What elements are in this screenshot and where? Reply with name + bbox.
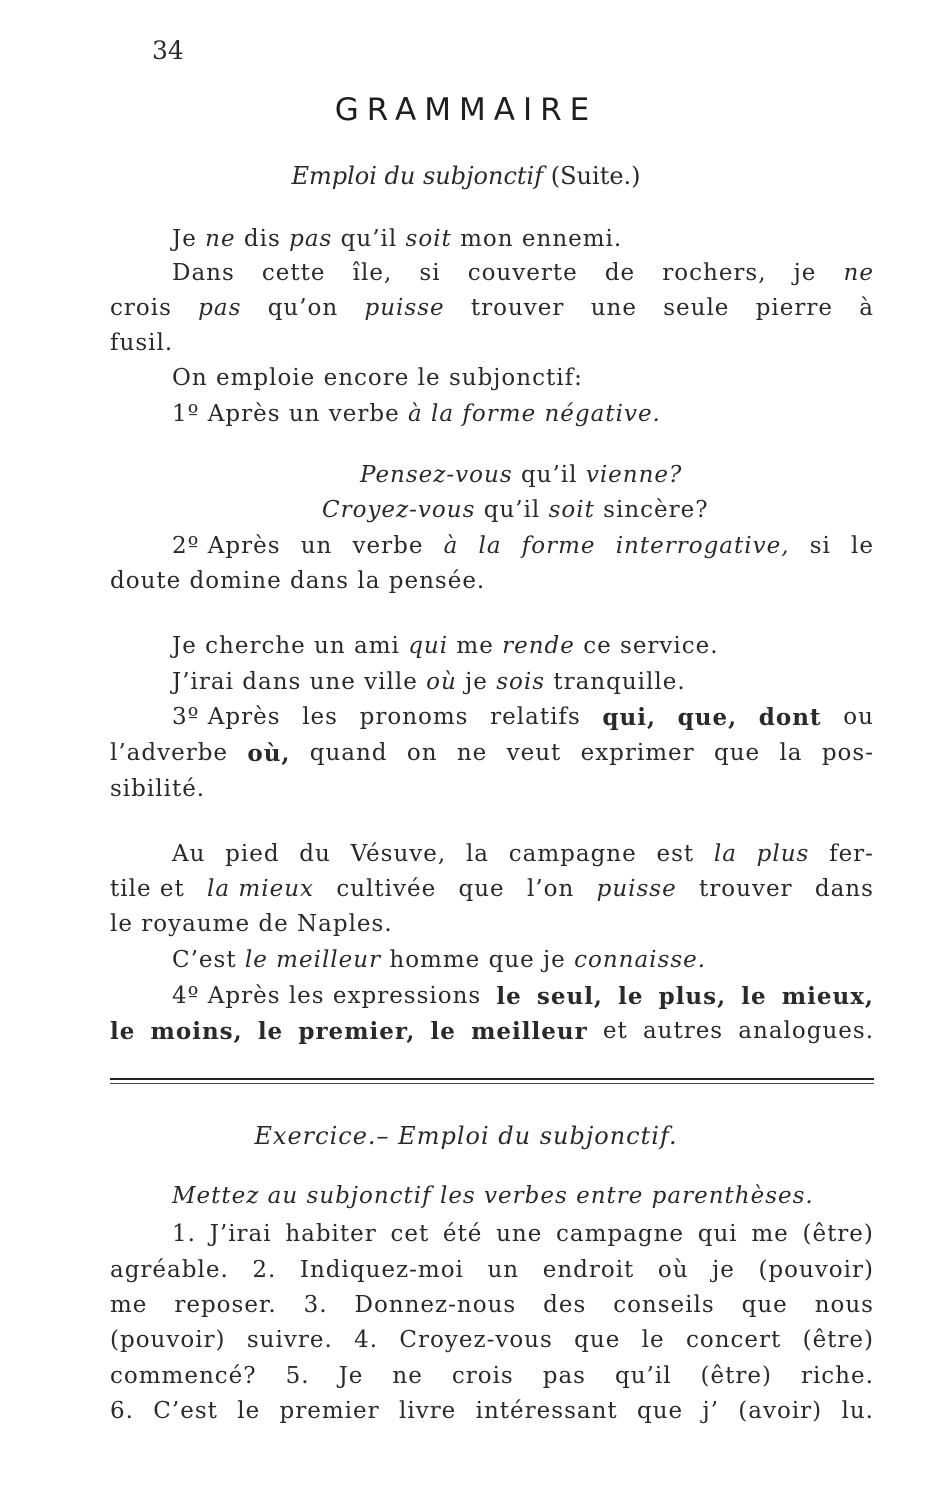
- example3-line1: Je cherche un ami qui me rende ce service.: [172, 633, 719, 659]
- rule2-line2: doute domine dans la pensée.: [110, 568, 486, 594]
- example1-line1: Je ne dis pas qu’il soit mon ennemi.: [172, 226, 623, 252]
- section-title-suffix: (Suite.): [550, 162, 641, 190]
- exercise-instruction: Mettez au subjonctif les verbes entre parenthèses.: [172, 1183, 814, 1209]
- rule4-line2: le moins, le premier, le meilleur et autres analogues.: [110, 1018, 874, 1045]
- exercise-line1: 1. J’irai habiter cet été une campagne qui me (être): [172, 1221, 874, 1247]
- example4-line1: Au pied du Vésuve, la campagne est la plus fer-: [172, 841, 874, 867]
- rule3-line1: 3º Après les pronoms relatifs qui, que, dont ou: [172, 704, 874, 731]
- section-title-italic: Emploi du subjonctif: [291, 162, 544, 190]
- section-divider-thin: [110, 1083, 874, 1084]
- section-title: [0, 162, 932, 190]
- example1-line4: fusil.: [110, 330, 174, 356]
- example4-line3: le royaume de Naples.: [110, 911, 393, 937]
- rule1: 1º Après un verbe à la forme négative.: [172, 401, 661, 427]
- example1-line2: Dans cette île, si couverte de rochers, je ne: [172, 260, 874, 286]
- rule3-line2: l’adverbe où, quand on ne veut exprimer que la pos-: [110, 740, 874, 767]
- example2-line2: Croyez-vous qu’il soit sincère?: [322, 497, 709, 523]
- rule3-line3: sibilité.: [110, 776, 206, 802]
- page-number: 34: [152, 36, 184, 65]
- exercise-title: Exercice.– Emploi du subjonctif.: [254, 1122, 678, 1150]
- rule2-line1: 2º Après un verbe à la forme interrogative, si le: [172, 533, 874, 559]
- example1-line5: On emploie encore le subjonctif:: [172, 365, 583, 391]
- page-header-title: GRAMMAIRE: [334, 92, 598, 128]
- example3-line2: J’irai dans une ville où je sois tranquille.: [172, 669, 686, 695]
- example4-line2: tile et la mieux cultivée que l’on puisse trouver dans: [110, 876, 874, 902]
- example1-line3: crois pas qu’on puisse trouver une seule pierre à: [110, 295, 874, 321]
- rule4-line1: 4º Après les expressions le seul, le plus, le mieux,: [172, 983, 874, 1010]
- exercise-line4: (pouvoir) suivre. 4. Croyez-vous que le concert (être): [110, 1327, 874, 1353]
- exercise-line3: me reposer. 3. Donnez-nous des conseils que nous: [110, 1292, 874, 1318]
- exercise-line2: agréable. 2. Indiquez-moi un endroit où je (pouvoir): [110, 1257, 874, 1283]
- exercise-line5: commencé? 5. Je ne crois pas qu’il (être) riche.: [110, 1363, 874, 1389]
- example2-line1: Pensez-vous qu’il vienne?: [360, 462, 683, 488]
- example4-line4: C’est le meilleur homme que je connaisse.: [172, 947, 707, 973]
- exercise-line6: 6. C’est le premier livre intéressant que j’ (avoir) lu.: [110, 1398, 874, 1424]
- section-divider: [110, 1078, 874, 1080]
